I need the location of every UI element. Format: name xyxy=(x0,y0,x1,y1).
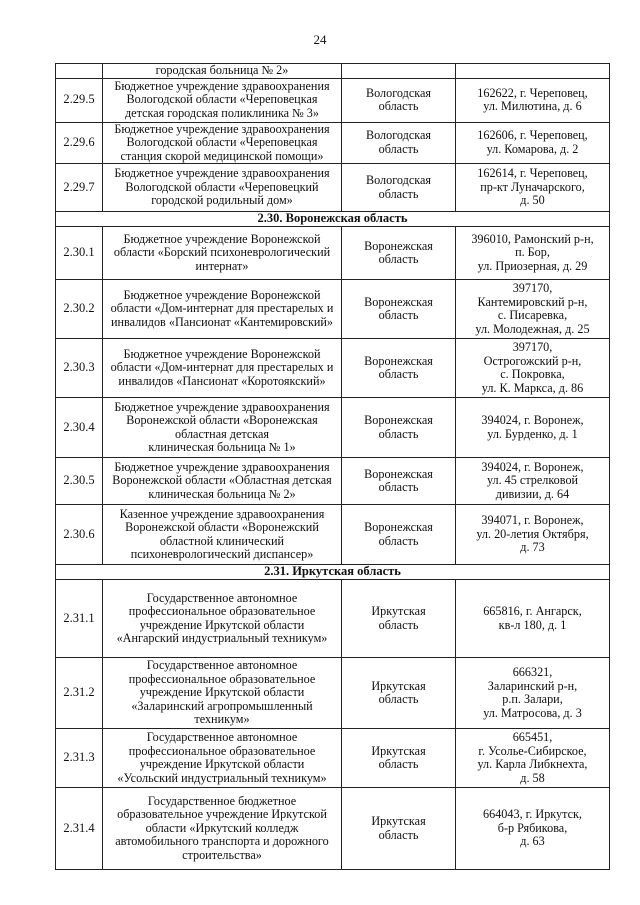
cell-line: область xyxy=(378,99,419,113)
section-header-row xyxy=(56,212,610,227)
row-number: 2.31.4 xyxy=(56,788,103,870)
cell-line: д. 63 xyxy=(520,834,545,849)
cell-line: городская больница № 2» xyxy=(155,63,289,77)
cell-line: 394024, г. Воронеж, xyxy=(481,413,584,427)
cell-line: детская городская поликлиника № 3» xyxy=(124,105,319,120)
cell-line: автомобильного транспорта и дорожного xyxy=(115,834,329,849)
table-row xyxy=(56,227,610,280)
row-number: 2.31.1 xyxy=(56,580,103,658)
institution-name xyxy=(103,280,342,339)
cell-line: Воронежской области «Областная детская xyxy=(112,473,332,488)
cell-line: 665816, г. Ангарск, xyxy=(483,604,582,618)
cell-line: 162614, г. Череповец, xyxy=(477,166,588,181)
cell-line: д. 73 xyxy=(520,540,545,555)
cell-line: Бюджетное учреждение Воронежской xyxy=(123,231,321,246)
region-cell xyxy=(342,339,456,398)
region-cell xyxy=(342,398,456,458)
cell-line: Воронежская xyxy=(364,466,433,481)
cell-line: 397170, xyxy=(512,340,553,354)
table-row xyxy=(56,64,610,79)
cell-line: учреждение Иркутской области xyxy=(139,617,305,632)
row-number: 2.30.1 xyxy=(56,227,103,280)
cell-line: образовательное учреждение Иркутской xyxy=(117,807,327,822)
address-cell xyxy=(456,122,610,164)
table-row xyxy=(56,788,610,870)
table-row xyxy=(56,658,610,729)
table-row xyxy=(56,505,610,565)
row-number: 2.30.4 xyxy=(56,398,103,458)
row-number xyxy=(56,64,103,79)
region-cell xyxy=(342,788,456,870)
cell-line: 397170, xyxy=(512,281,553,295)
cell-line: Вологодская xyxy=(365,85,432,100)
cell-line: ул. Бурденко, д. 1 xyxy=(487,426,578,441)
row-number: 2.30.6 xyxy=(56,505,103,565)
cell-line: «Заларинский агропромышленный xyxy=(131,698,313,713)
cell-line: Вологодской области «Череповецкий xyxy=(125,179,319,194)
table-row xyxy=(56,458,610,505)
cell-line: 162622, г. Череповец, xyxy=(477,85,588,100)
address-cell xyxy=(456,227,610,280)
region-cell xyxy=(342,458,456,505)
institution-name xyxy=(103,788,342,870)
cell-line: Воронежской области «Воронежская xyxy=(126,413,318,427)
cell-line: городской родильный дом» xyxy=(151,193,293,208)
institution-name xyxy=(103,729,342,788)
cell-line: Острогожский р-н, xyxy=(483,353,582,368)
institution-name xyxy=(103,458,342,505)
address-cell xyxy=(456,164,610,212)
cell-line: область xyxy=(378,533,419,548)
institution-name xyxy=(103,64,342,79)
cell-line: Вологодская xyxy=(365,128,432,143)
address-cell xyxy=(456,64,610,79)
cell-line: область xyxy=(378,827,419,842)
cell-line: Кантемировский р-н, xyxy=(477,294,588,309)
cell-line: область xyxy=(378,692,419,706)
table-row xyxy=(56,164,610,212)
cell-line: Бюджетное учреждение здравоохранения xyxy=(114,122,330,136)
cell-line: Бюджетное учреждение Воронежской xyxy=(123,287,321,302)
address-cell xyxy=(456,458,610,505)
cell-line: ул. Милютина, д. 6 xyxy=(483,99,582,113)
cell-line: область xyxy=(378,757,419,771)
cell-line: Казенное учреждение здравоохранения xyxy=(119,506,325,521)
region-cell xyxy=(342,505,456,565)
cell-line: области «Борский психоневрологический xyxy=(113,245,331,260)
row-number: 2.29.7 xyxy=(56,164,103,212)
cell-line: ул. Матросова, д. 3 xyxy=(483,705,582,720)
cell-line: ул. 45 стрелковой xyxy=(486,473,579,488)
table-row xyxy=(56,580,610,658)
table-row xyxy=(56,729,610,788)
address-cell xyxy=(456,505,610,565)
page-number: 24 xyxy=(313,32,327,47)
cell-line: 665451, xyxy=(512,730,553,744)
cell-line: Государственное бюджетное xyxy=(147,793,297,808)
cell-line: психоневрологический диспансер» xyxy=(130,547,314,561)
address-cell xyxy=(456,280,610,339)
region-cell xyxy=(342,658,456,729)
row-number: 2.31.3 xyxy=(56,729,103,788)
cell-line: Иркутская xyxy=(371,743,426,758)
institution-name xyxy=(103,164,342,212)
row-number: 2.29.6 xyxy=(56,122,103,164)
address-cell xyxy=(456,729,610,788)
cell-line: Воронежская xyxy=(364,238,433,253)
table-row xyxy=(56,339,610,398)
cell-line: области «Дом-интернат для престарелых и xyxy=(110,360,334,375)
cell-line: область xyxy=(378,617,419,632)
cell-line: области «Дом-интернат для престарелых и xyxy=(110,301,334,316)
section-header-row xyxy=(56,565,610,580)
cell-line: клиническая больница № 1» xyxy=(148,440,296,454)
cell-line: Вологодская xyxy=(365,173,432,187)
cell-line: 394024, г. Воронеж, xyxy=(481,459,584,474)
institution-name xyxy=(103,658,342,729)
cell-line: области «Иркутский колледж xyxy=(145,820,299,835)
cell-line: Воронежская xyxy=(364,520,433,534)
cell-line: «Ангарский индустриальный техникум» xyxy=(116,631,328,645)
cell-line: д. 58 xyxy=(520,770,545,785)
institution-name xyxy=(103,78,342,122)
cell-line: Государственное автономное xyxy=(146,590,298,605)
institution-name xyxy=(103,505,342,565)
row-number: 2.30.2 xyxy=(56,280,103,339)
row-number: 2.30.5 xyxy=(56,458,103,505)
cell-line: Бюджетное учреждение здравоохранения xyxy=(114,78,330,93)
table-row xyxy=(56,78,610,122)
institution-name xyxy=(103,580,342,658)
cell-line: 162606, г. Череповец, xyxy=(477,128,588,143)
table-row xyxy=(56,122,610,164)
section-title: 2.31. Иркутская область xyxy=(56,565,610,580)
cell-line: профессиональное образовательное xyxy=(128,743,316,758)
cell-line: 394071, г. Воронеж, xyxy=(481,513,584,528)
institution-name xyxy=(103,122,342,164)
cell-line: дивизии, д. 64 xyxy=(495,486,570,501)
cell-line: Воронежская xyxy=(364,413,433,427)
cell-line: Заларинский р-н, xyxy=(487,678,578,693)
cell-line: ул. 20-летия Октября, xyxy=(476,526,589,541)
cell-line: д. 50 xyxy=(520,193,545,208)
cell-line: 664043, г. Иркутск, xyxy=(483,807,582,822)
cell-line: ул. Карла Либкнехта, xyxy=(477,757,588,771)
cell-line: Государственное автономное xyxy=(146,730,298,744)
row-number: 2.30.3 xyxy=(56,339,103,398)
region-cell xyxy=(342,78,456,122)
region-cell xyxy=(342,580,456,658)
cell-line: Иркутская xyxy=(371,814,426,828)
cell-line: ул. Молодежная, д. 25 xyxy=(475,321,590,336)
cell-line: инвалидов «Пансионат «Коротоякский» xyxy=(118,373,326,388)
cell-line: клиническая больница № 2» xyxy=(148,486,296,501)
address-cell xyxy=(456,398,610,458)
cell-line: п. Бор, xyxy=(515,245,550,260)
region-cell xyxy=(342,122,456,164)
table-row xyxy=(56,280,610,339)
cell-line: Бюджетное учреждение здравоохранения xyxy=(114,399,330,414)
cell-line: кв-л 180, д. 1 xyxy=(498,617,567,632)
address-cell xyxy=(456,78,610,122)
region-cell xyxy=(342,164,456,212)
cell-line: Воронежская xyxy=(364,294,433,309)
region-cell xyxy=(342,64,456,79)
cell-line: техникум» xyxy=(194,712,250,727)
cell-line: инвалидов «Пансионат «Кантемировский» xyxy=(111,314,333,329)
table-row xyxy=(56,398,610,458)
cell-line: Воронежская xyxy=(364,353,433,368)
cell-line: пр-кт Луначарского, xyxy=(480,179,585,194)
institution-name xyxy=(103,398,342,458)
cell-line: с. Писаревка, xyxy=(497,308,568,322)
cell-line: область xyxy=(378,367,419,381)
cell-line: Вологодской области «Череповецкая xyxy=(126,135,318,149)
cell-line: р.п. Залари, xyxy=(502,692,563,706)
cell-line: область xyxy=(378,308,419,322)
cell-line: область xyxy=(378,186,419,201)
cell-line: Вологодской области «Череповецкая xyxy=(126,92,318,107)
cell-line: область xyxy=(378,426,419,441)
institutions-table xyxy=(55,63,610,870)
cell-line: б-р Рябикова, xyxy=(497,820,568,835)
table-body xyxy=(56,64,610,870)
cell-line: Иркутская xyxy=(371,678,426,693)
cell-line: 666321, xyxy=(512,665,553,679)
cell-line: Иркутская xyxy=(371,604,426,618)
cell-line: Бюджетное учреждение здравоохранения xyxy=(114,166,330,181)
row-number: 2.31.2 xyxy=(56,658,103,729)
cell-line: Государственное автономное xyxy=(146,658,298,673)
cell-line: г. Усолье-Сибирское, xyxy=(478,743,587,758)
institution-name xyxy=(103,339,342,398)
cell-line: Воронежской области «Воронежский xyxy=(125,520,319,534)
cell-line: «Усольский индустриальный техникум» xyxy=(117,770,327,785)
row-number: 2.29.5 xyxy=(56,78,103,122)
cell-line: станция скорой медицинской помощи» xyxy=(120,148,324,163)
cell-line: область xyxy=(378,141,419,156)
region-cell xyxy=(342,280,456,339)
cell-line: с. Покровка, xyxy=(500,367,565,381)
address-cell xyxy=(456,658,610,729)
region-cell xyxy=(342,227,456,280)
cell-line: учреждение Иркутской области xyxy=(139,685,305,700)
cell-line: Бюджетное учреждение Воронежской xyxy=(123,346,321,361)
cell-line: интернат» xyxy=(195,258,249,273)
cell-line: ул. Комарова, д. 2 xyxy=(486,141,579,156)
address-cell xyxy=(456,580,610,658)
cell-line: Бюджетное учреждение здравоохранения xyxy=(114,459,330,474)
cell-line: учреждение Иркутской области xyxy=(139,757,305,771)
cell-line: областной клинический xyxy=(159,533,285,548)
cell-line: профессиональное образовательное xyxy=(128,604,316,618)
cell-line: ул. К. Маркса, д. 86 xyxy=(481,380,584,395)
institution-name xyxy=(103,227,342,280)
cell-line: строительства» xyxy=(182,847,262,862)
cell-line: профессиональное образовательное xyxy=(128,671,316,686)
address-cell xyxy=(456,339,610,398)
cell-line: область xyxy=(378,252,419,266)
section-title: 2.30. Воронежская область xyxy=(56,212,610,227)
region-cell xyxy=(342,729,456,788)
address-cell xyxy=(456,788,610,870)
cell-line: ул. Приозерная, д. 29 xyxy=(477,258,588,273)
cell-line: областная детская xyxy=(174,426,270,441)
cell-line: 396010, Рамонский р-н, xyxy=(471,231,594,246)
cell-line: область xyxy=(378,480,419,494)
